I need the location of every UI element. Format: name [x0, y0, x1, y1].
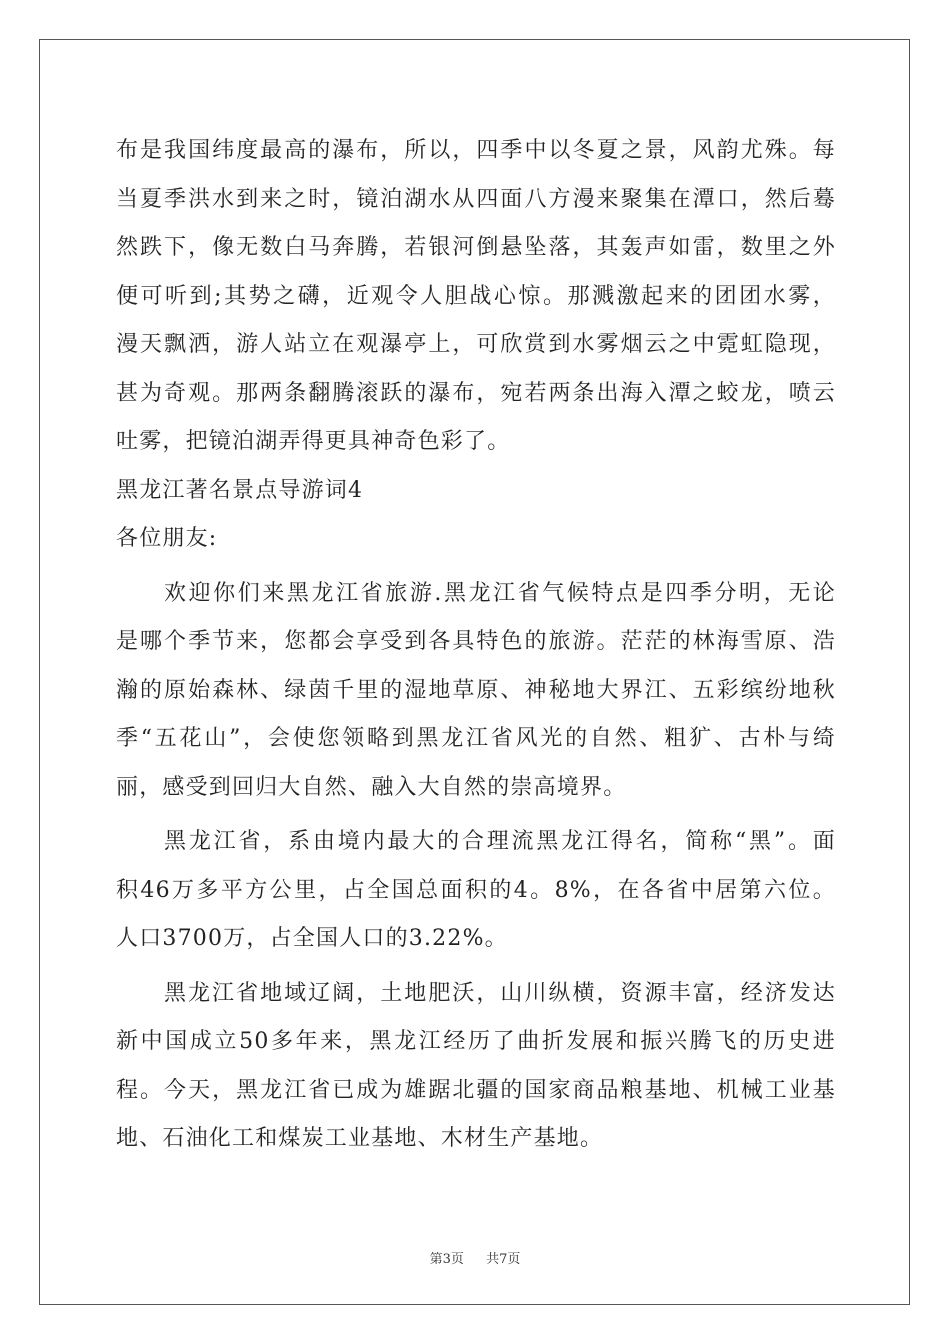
text-line: 各位朋友: [116, 526, 218, 551]
paragraph [116, 970, 836, 1164]
paragraph [116, 818, 836, 964]
text-line: 甚为奇观。那两条翻腾滚跃的瀑布，宛若两条出海入潭之蛟龙，喷云 [116, 380, 836, 406]
page-number-current: 第3页 [429, 1252, 464, 1267]
paragraph [116, 127, 836, 467]
paragraph [116, 570, 836, 813]
text-line: 丽，感受到回归大自然、融入大自然的崇高境界。 [116, 774, 627, 800]
text-line: 积46万多平方公里，占全国总面积的4。8%，在各省中居第六位。 [116, 877, 836, 903]
text-line: 是哪个季节来，您都会享受到各具特色的旅游。茫茫的林海雪原、浩 [116, 629, 836, 654]
text-line: 地、石油化工和煤炭工业基地、木材生产基地。 [116, 1126, 604, 1151]
text-line: 漫天飘洒，游人站立在观瀑亭上，可欣赏到水雾烟云之中霓虹隐现， [116, 332, 836, 357]
text-line: 黑龙江省地域辽阔，土地肥沃，山川纵横，资源丰富，经济发达 [164, 980, 836, 1006]
text-line: 季“五花山”，会使您领略到黑龙江省风光的自然、粗犷、古朴与绮 [116, 726, 836, 751]
greeting [116, 515, 836, 564]
text-line: 人口3700万，占全国人口的3.22%。 [116, 926, 508, 951]
text-line: 然跌下，像无数白马奔腾，若银河倒悬坠落，其轰声如雷，数里之外 [116, 235, 836, 260]
text-line: 欢迎你们来黑龙江省旅游.黑龙江省气候特点是四季分明，无论 [164, 580, 836, 606]
document-body [116, 127, 836, 1164]
heading-line: 黑龙江著名景点导游词4 [116, 477, 364, 503]
text-line: 布是我国纬度最高的瀑布，所以，四季中以冬夏之景，风韵尤殊。每 [116, 138, 836, 163]
text-line: 便可听到;其势之礴，近观令人胆战心惊。那溅激起来的团团水雾， [116, 283, 836, 309]
page-footer [0, 1248, 950, 1267]
text-line: 当夏季洪水到来之时，镜泊湖水从四面八方漫来聚集在潭口，然后蓦 [116, 186, 836, 212]
text-line: 黑龙江省，系由境内最大的合理流黑龙江得名，简称“黑”。面 [164, 829, 836, 854]
text-line: 吐雾，把镜泊湖弄得更具神奇色彩了。 [116, 429, 511, 454]
text-line: 瀚的原始森林、绿茵千里的湿地草原、神秘地大界江、五彩缤纷地秋 [116, 677, 836, 703]
page-number-total: 共7页 [486, 1252, 521, 1267]
text-line: 程。今天，黑龙江省已成为雄踞北疆的国家商品粮基地、机械工业基 [116, 1077, 836, 1103]
text-line: 新中国成立50多年来，黑龙江经历了曲折发展和振兴腾飞的历史进 [116, 1029, 836, 1054]
section-heading [116, 467, 836, 516]
